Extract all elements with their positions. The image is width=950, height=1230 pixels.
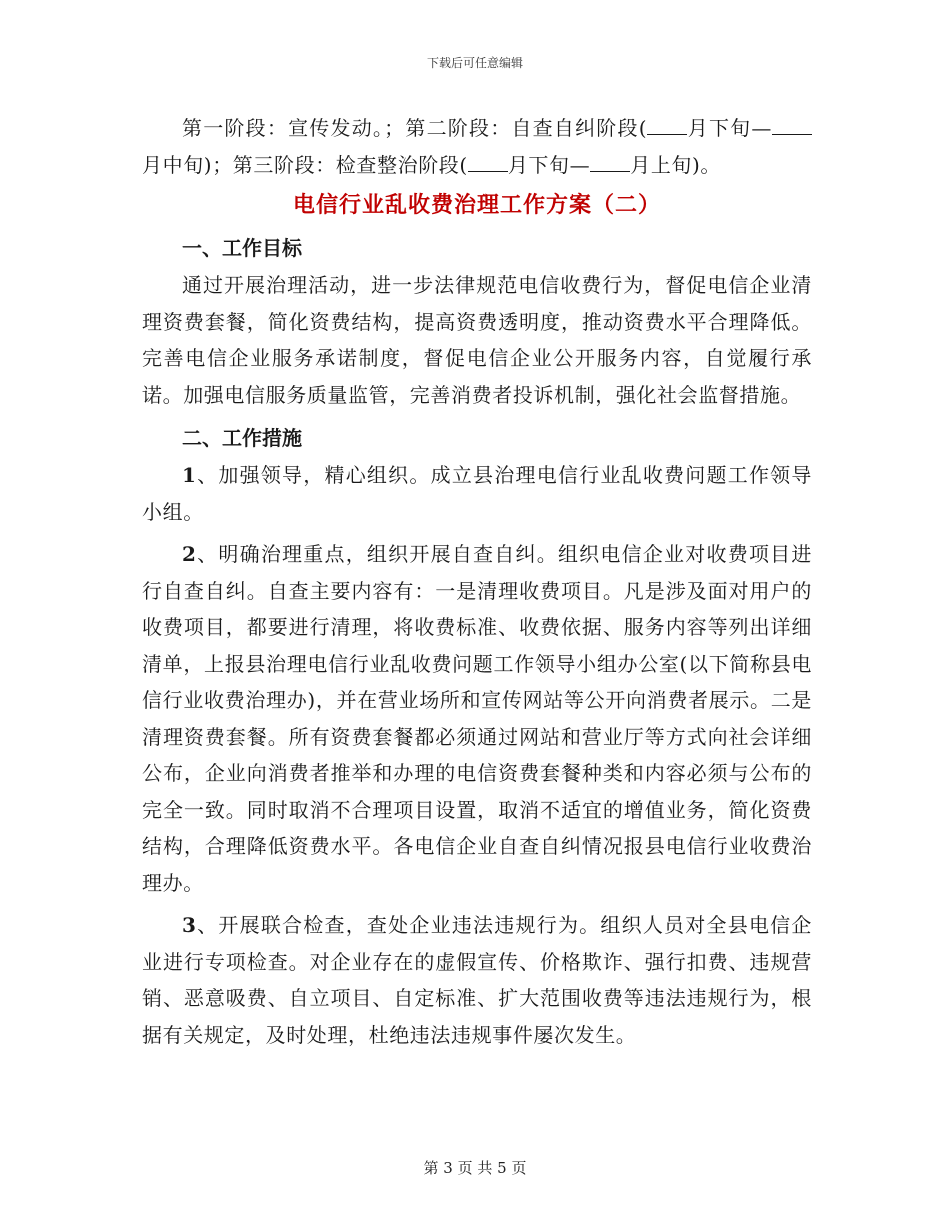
blank-line <box>772 116 812 135</box>
measure-text: 、加强领导，精心组织。成立县治理电信行业乱收费问题工作领导小组。 <box>142 463 812 524</box>
phase-text-2: 月下旬— <box>687 116 772 140</box>
measure-number: 3 <box>182 913 197 937</box>
section-heading-measures: 二、工作措施 <box>182 426 302 450</box>
document-body <box>142 110 812 1053</box>
measure-number: 2 <box>182 542 197 566</box>
measure-item-3 <box>142 907 812 1053</box>
blank-line <box>590 153 630 172</box>
blank-line <box>647 116 687 135</box>
section-heading-goals: 一、工作目标 <box>182 236 302 260</box>
measure-item-1 <box>142 457 812 530</box>
header-note: 下载后可任意编辑 <box>426 56 523 70</box>
measure-text: 、开展联合检查，查处企业违法违规行为。组织人员对全县电信企业进行专项检查。对企业存在的虚假宣传、价格欺诈、强行扣费、违规营销、恶意吸费、自立项目、自定标准、扩大范围收费等违法违规行为，根据有关规定，及时处理，杜绝违法违规事件屡次发生。 <box>142 913 812 1047</box>
phase-text-5: 月上旬)。 <box>630 152 722 177</box>
phase-text-3: 月中旬)；第三阶段：检查整治阶段( <box>142 152 468 177</box>
measure-text: 、明确治理重点，组织开展自查自纠。组织电信企业对收费项目进行自查自纠。自查主要内容有：一是清理收费项目。凡是涉及面对用户的收费项目，都要进行清理，将收费标准、收费依据、服务内容等列出详细清单，上报县治理电信行业乱收费问题工作领导小组办公室(以下简称县电信行业收费治理办)，并在营业场所和宣传网站等公开向消费者展示。二是清理资费套餐。所有资费套餐都必须通过网站和营业厅等方式向社会详细公布，企业向消费者推举和办理的电信资费套餐种类和内容必须与公布的完全一致。同时取消不合理项目设置，取消不适宜的增值业务，简化资费结构，合理降低资费水平。各电信企业自查自纠情况报县电信行业收费治理办。 <box>142 542 812 895</box>
phase-text-1: 第一阶段：宣传发动。；第二阶段：自查自纠阶段( <box>182 116 648 140</box>
phases-paragraph <box>142 110 812 183</box>
page-footer: 第 3 页 共 5 页 <box>423 1159 527 1177</box>
measure-number: 1 <box>182 463 197 487</box>
document-title: 电信行业乱收费治理工作方案（二） <box>292 192 661 218</box>
section-body-goals: 通过开展治理活动，进一步法律规范电信收费行为，督促电信企业清理资费套餐，简化资费结构，提高资费透明度，推动资费水平合理降低。完善电信企业服务承诺制度，督促电信企业公开服务内容，自觉履行承诺。加强电信服务质量监管，完善消费者投诉机制，强化社会监督措施。 <box>142 273 812 407</box>
blank-line <box>468 153 508 172</box>
phase-text-4: 月下旬— <box>507 152 591 177</box>
measure-item-2 <box>142 536 812 901</box>
